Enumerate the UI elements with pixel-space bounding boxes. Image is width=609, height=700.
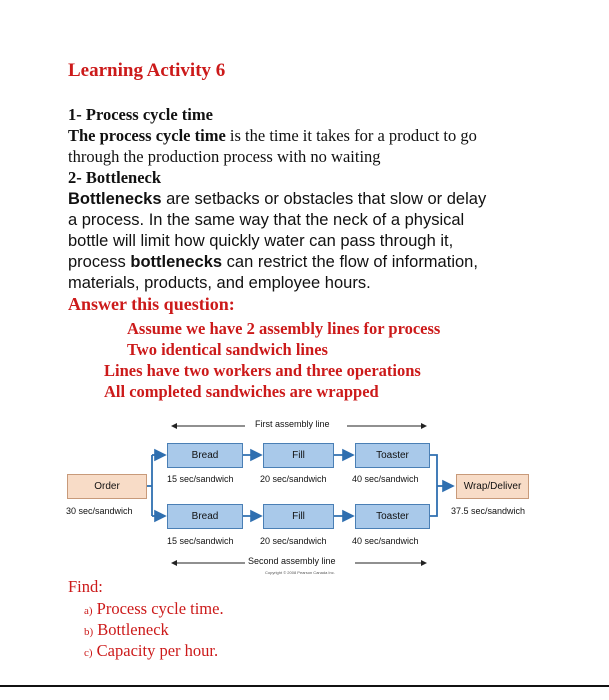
bottom-divider [0, 685, 609, 687]
toaster-box-line-1: Toaster [355, 443, 430, 468]
bread-box-line-2: Bread [167, 504, 243, 529]
fill-rate-line-2: 20 sec/sandwich [260, 536, 327, 546]
toaster-rate-line-1: 40 sec/sandwich [352, 474, 419, 484]
bottleneck-line-4: process bottlenecks can restrict the flow of information, [68, 253, 478, 271]
find-item-a: a) Process cycle time. [84, 599, 224, 618]
find-item-c: c) Capacity per hour. [84, 641, 219, 660]
section1-definition-cont: through the production process with no waiting [68, 147, 381, 166]
bread-rate-line-2: 15 sec/sandwich [167, 536, 234, 546]
wrap-deliver-rate: 37.5 sec/sandwich [451, 506, 526, 516]
bread-rate-line-1: 15 sec/sandwich [167, 474, 234, 484]
find-label: Find: [68, 577, 103, 596]
second-assembly-line-label: Second assembly line [248, 556, 336, 566]
copyright-note: Copyright © 2008 Pearson Canada Inc. [265, 570, 335, 575]
page-title: Learning Activity 6 [68, 60, 226, 81]
wrap-deliver-box: Wrap/Deliver [456, 474, 529, 499]
bottleneck-line-5: materials, products, and employee hours. [68, 274, 371, 292]
bottleneck-line-3: bottle will limit how quickly water can pass through it, [68, 232, 454, 250]
order-box: Order [67, 474, 147, 499]
toaster-rate-line-2: 40 sec/sandwich [352, 536, 419, 546]
fill-rate-line-1: 20 sec/sandwich [260, 474, 327, 484]
section1-heading: 1- Process cycle time [68, 105, 213, 124]
bottleneck-line-2: a process. In the same way that the neck of a physical [68, 211, 465, 229]
find-item-b: b) Bottleneck [84, 620, 169, 639]
bread-box-line-1: Bread [167, 443, 243, 468]
question-line-4: All completed sandwiches are wrapped [104, 382, 379, 401]
question-label: Answer this question: [68, 294, 235, 314]
question-line-3: Lines have two workers and three operations [104, 361, 421, 380]
section1-definition: The process cycle time is the time it takes for a product to go [68, 126, 477, 145]
toaster-box-line-2: Toaster [355, 504, 430, 529]
bottleneck-line-1: Bottlenecks are setbacks or obstacles that slow or delay [68, 190, 487, 208]
order-rate: 30 sec/sandwich [66, 506, 133, 516]
question-line-2: Two identical sandwich lines [127, 340, 328, 359]
first-assembly-line-label: First assembly line [255, 419, 330, 429]
fill-box-line-2: Fill [263, 504, 334, 529]
question-line-1: Assume we have 2 assembly lines for process [127, 319, 441, 338]
section2-heading: 2- Bottleneck [68, 168, 162, 187]
fill-box-line-1: Fill [263, 443, 334, 468]
